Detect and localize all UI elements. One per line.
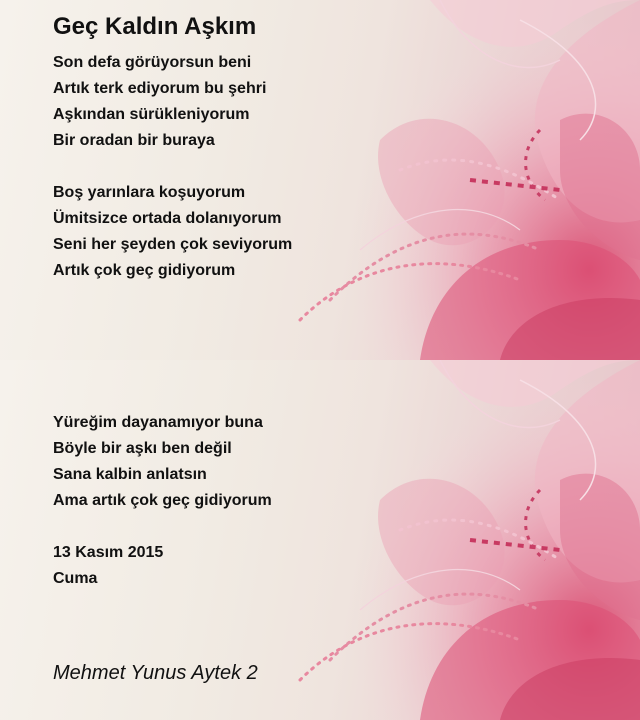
poem-stanza-2 (53, 180, 292, 284)
poem-line: Artık terk ediyorum bu şehri (53, 80, 267, 97)
poem-line: Böyle bir aşkı ben değil (53, 440, 232, 457)
poem-title: Geç Kaldın Aşkım (53, 13, 257, 40)
poem-date (53, 540, 163, 592)
poem-line: Seni her şeyden çok seviyorum (53, 236, 293, 253)
day-line: Cuma (53, 570, 98, 587)
poem-line: Sana kalbin anlatsın (53, 466, 207, 483)
date-line: 13 Kasım 2015 (53, 544, 164, 561)
poem-line: Bir oradan bir buraya (53, 132, 215, 149)
poem-line: Aşkından sürükleniyorum (53, 106, 250, 123)
poem-line: Ama artık çok geç gidiyorum (53, 492, 272, 509)
poem-line: Artık çok geç gidiyorum (53, 262, 236, 279)
poem-line: Son defa görüyorsun beni (53, 54, 252, 71)
poem-line: Ümitsizce ortada dolanıyorum (53, 210, 282, 227)
poem-author: Mehmet Yunus Aytek 2 (53, 662, 258, 684)
poem-stanza-3 (53, 410, 272, 514)
poem-stanza-1 (53, 50, 266, 154)
poem-line: Boş yarınlara koşuyorum (53, 184, 246, 201)
poem-line: Yüreğim dayanamıyor buna (53, 414, 263, 431)
